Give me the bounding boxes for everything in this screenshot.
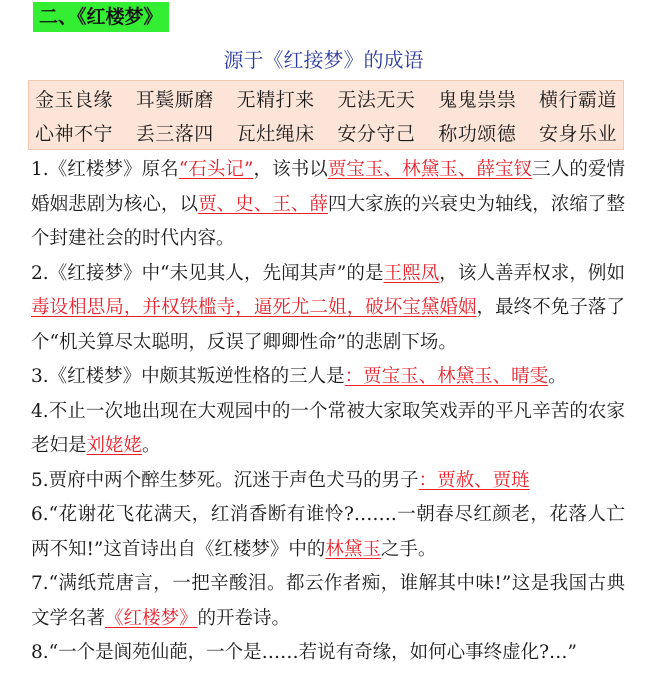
question-6 [31, 498, 625, 567]
question-text: 7.“满纸荒唐言，一把辛酸泪。都云作者痴，谁解其中味!”这是我国古典文学名著 [31, 573, 625, 629]
answer-text: 毒设相思局，并权铁槛寺，逼死尤二姐，破坏宝黛婚姻 [31, 297, 477, 318]
idiom: 安分守己 [337, 122, 416, 145]
idiom: 金玉良缘 [35, 88, 114, 111]
question-list [31, 153, 625, 671]
idiom: 横行霸道 [538, 88, 617, 111]
idiom: 安身乐业 [538, 122, 617, 145]
question-text: 。 [548, 366, 567, 387]
question-text: 三人的爱情婚姻悲剧为核心，以 [31, 159, 625, 215]
answer-text: 王熙凤 [383, 262, 440, 284]
question-text: ，该人善弄权求，例如 [439, 262, 625, 284]
answer-text: ：贾宝玉、林黛玉、晴雯 [344, 366, 549, 387]
question-text: ，最终不免子落了个“机关算尽太聪明，反误了卿卿性命”的悲剧下场。 [31, 297, 625, 353]
question-7 [31, 567, 625, 636]
idiom: 瓦灶绳床 [236, 122, 315, 145]
question-3 [31, 360, 625, 395]
idiom: 耳鬓厮磨 [135, 88, 214, 111]
answer-text: 贾、史、王、薛 [198, 193, 329, 215]
idiom: 丢三落四 [135, 122, 214, 145]
answer-text: 贾宝玉、林黛玉、薛宝钗 [327, 159, 533, 180]
question-text: 四大家族的兴衰史为轴线，浓缩了整个封建社会的时代内容。 [31, 193, 625, 249]
idiom-row [29, 115, 623, 149]
question-text: 4.不止一次地出现在大观园中的一个常被大家取笑戏弄的平凡辛苦的农家老妇是 [31, 400, 625, 456]
question-text: 8.“一个是阆苑仙葩，一个是……若说有奇缘，如何心事终虚化?…” [31, 642, 577, 663]
idiom: 称功颂德 [438, 122, 517, 145]
idiom: 鬼鬼祟祟 [438, 88, 517, 111]
question-8 [31, 636, 625, 671]
question-text: 1.《红楼梦》原名 [31, 159, 179, 180]
idiom-box [28, 80, 624, 150]
idiom: 心神不宁 [35, 122, 114, 145]
idiom-row [29, 81, 623, 115]
question-text: 5.贾府中两个醉生梦死。沉迷于声色犬马的男子 [31, 469, 419, 491]
question-text: ，该书以 [253, 159, 328, 180]
question-5 [31, 464, 625, 499]
question-text: 的开卷诗。 [197, 607, 291, 629]
answer-text: 刘姥姥 [86, 435, 143, 456]
answer-text: ：贾赦、贾琏 [418, 469, 530, 491]
answer-text: 《红楼梦》 [105, 607, 198, 629]
section-title: 二、《红楼梦》 [33, 2, 169, 32]
question-text: 之手。 [380, 538, 437, 560]
idiom: 无精打来 [236, 88, 315, 111]
question-2 [31, 257, 625, 361]
question-1 [31, 153, 625, 257]
answer-text: “石头记” [178, 159, 254, 180]
idiom: 无法无天 [337, 88, 416, 111]
question-4 [31, 395, 625, 464]
answer-text: 林黛玉 [325, 538, 381, 560]
question-text: 。 [142, 435, 161, 456]
question-text: 6.“花谢花飞花满天，红消香断有谁怜?…….一朝春尽红颜老，花落人亡两不知!”这首诗出自《红楼梦》中的 [31, 504, 625, 560]
question-text: 2.《红接梦》中“未见其人，先闻其声”的是 [31, 262, 384, 284]
idiom-box-title: 源于《红接梦》的成语 [223, 48, 424, 72]
question-text: 3.《红楼梦》中颇其叛逆性格的三人是 [31, 366, 345, 387]
